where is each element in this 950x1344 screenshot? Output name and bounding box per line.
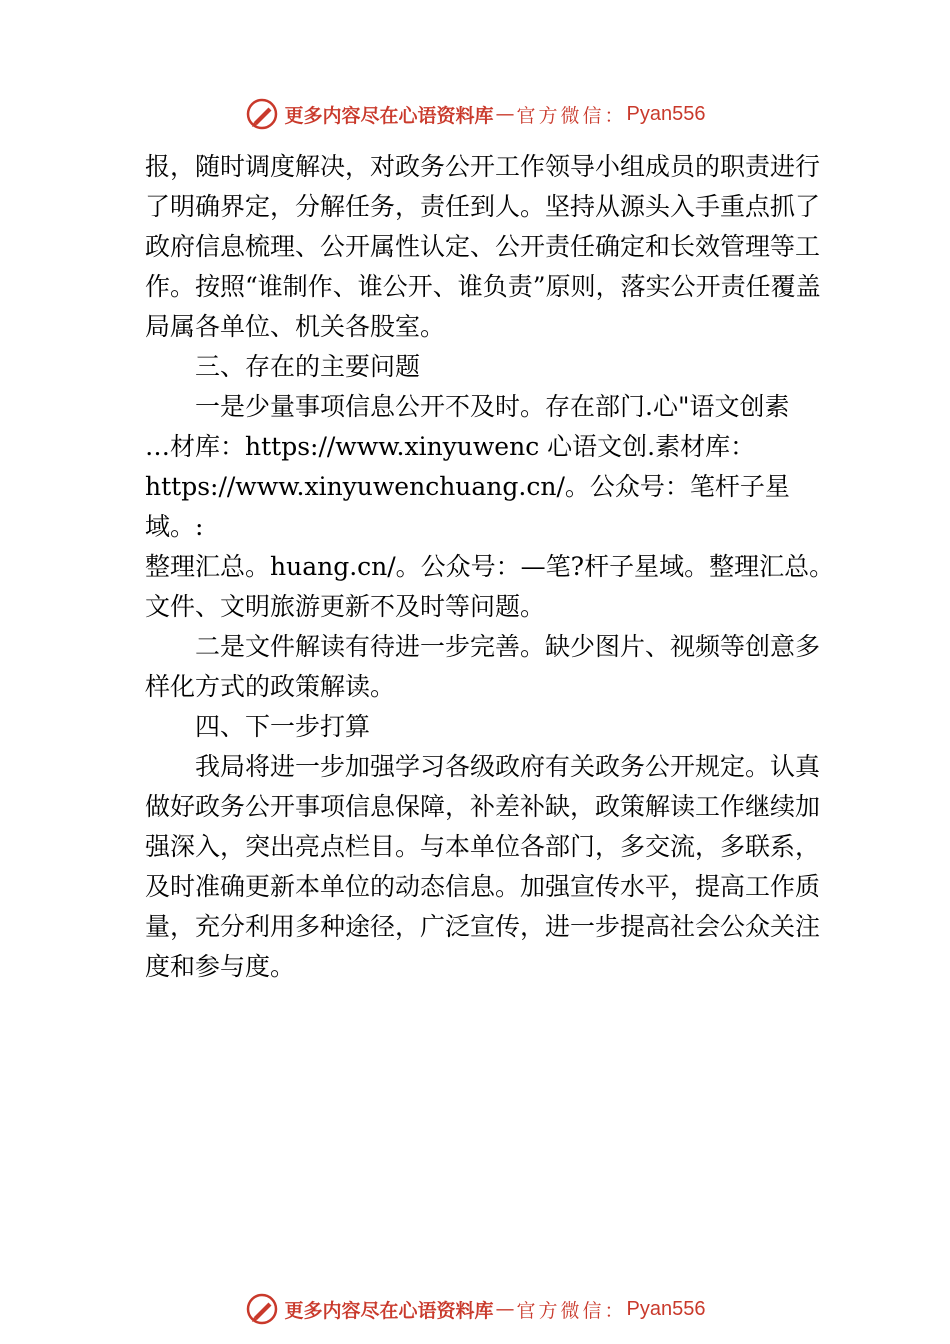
banner-title: 更多内容尽在心语资料库 — [284, 104, 494, 127]
issue-one-line-5: 文件、文明旅游更新不及时等问题。 — [145, 592, 546, 621]
header-banner — [0, 94, 950, 134]
banner-wechat-id: Pyan556 — [626, 102, 706, 125]
footer-banner-wechat-id: Pyan556 — [626, 1297, 706, 1320]
paragraph-continued: 报，随时调度解决，对政务公开工作领导小组成员的职责进行了明确界定，分解任务，责任到人。坚持从源头入手重点抓了政府信息梳理、公开属性认定、公开责任确定和长效管理等工作。按照“谁制作、谁公开、谁负责”原则，落实公开责任覆盖局属各单位、机关各股室。 — [145, 152, 821, 341]
issue-one-line-2: …材库：https://www.xinyuwenc 心语文创.素材库： — [145, 432, 756, 461]
issue-one-line-1: 一是少量事项信息公开不及时。存在部门.心"语文创素 — [195, 392, 790, 421]
banner-wechat-label: 官方微信： — [516, 104, 627, 127]
paragraph-next-steps: 我局将进一步加强学习各级政府有关政务公开规定。认真做好政务公开事项信息保障，补差补缺，政策解读工作继续加强深入，突出亮点栏目。与本单位各部门，多交流，多联系，及时准确更新本单位的动态信息。加强宣传水平，提高工作质量，充分利用多种途径，广泛宣传，进一步提高社会公众关注度和参与度。 — [145, 752, 821, 981]
footer-banner — [0, 1289, 950, 1329]
paragraph-issue-two: 二是文件解读有待进一步完善。缺少图片、视频等创意多样化方式的政策解读。 — [145, 632, 821, 701]
document-body — [145, 147, 835, 987]
footer-banner-wechat-label: 官方微信： — [516, 1299, 627, 1322]
paragraph-issue-one — [145, 387, 835, 627]
pen-logo-icon — [245, 1292, 279, 1326]
issue-one-line-4: 整理汇总。huang.cn/。公众号：—笔?杆子星域。整理汇总。 — [145, 552, 835, 581]
footer-banner-title: 更多内容尽在心语资料库 — [284, 1299, 494, 1322]
section-heading-next-steps: 四、下一步打算 — [195, 712, 371, 741]
issue-one-line-3: https://www.xinyuwenchuang.cn/。公众号：笔杆子星域。: — [145, 472, 790, 541]
footer-banner-dash: — — [495, 1298, 515, 1320]
banner-dash: — — [495, 103, 515, 125]
section-heading-problems: 三、存在的主要问题 — [195, 352, 421, 381]
pen-logo-icon — [245, 97, 279, 131]
